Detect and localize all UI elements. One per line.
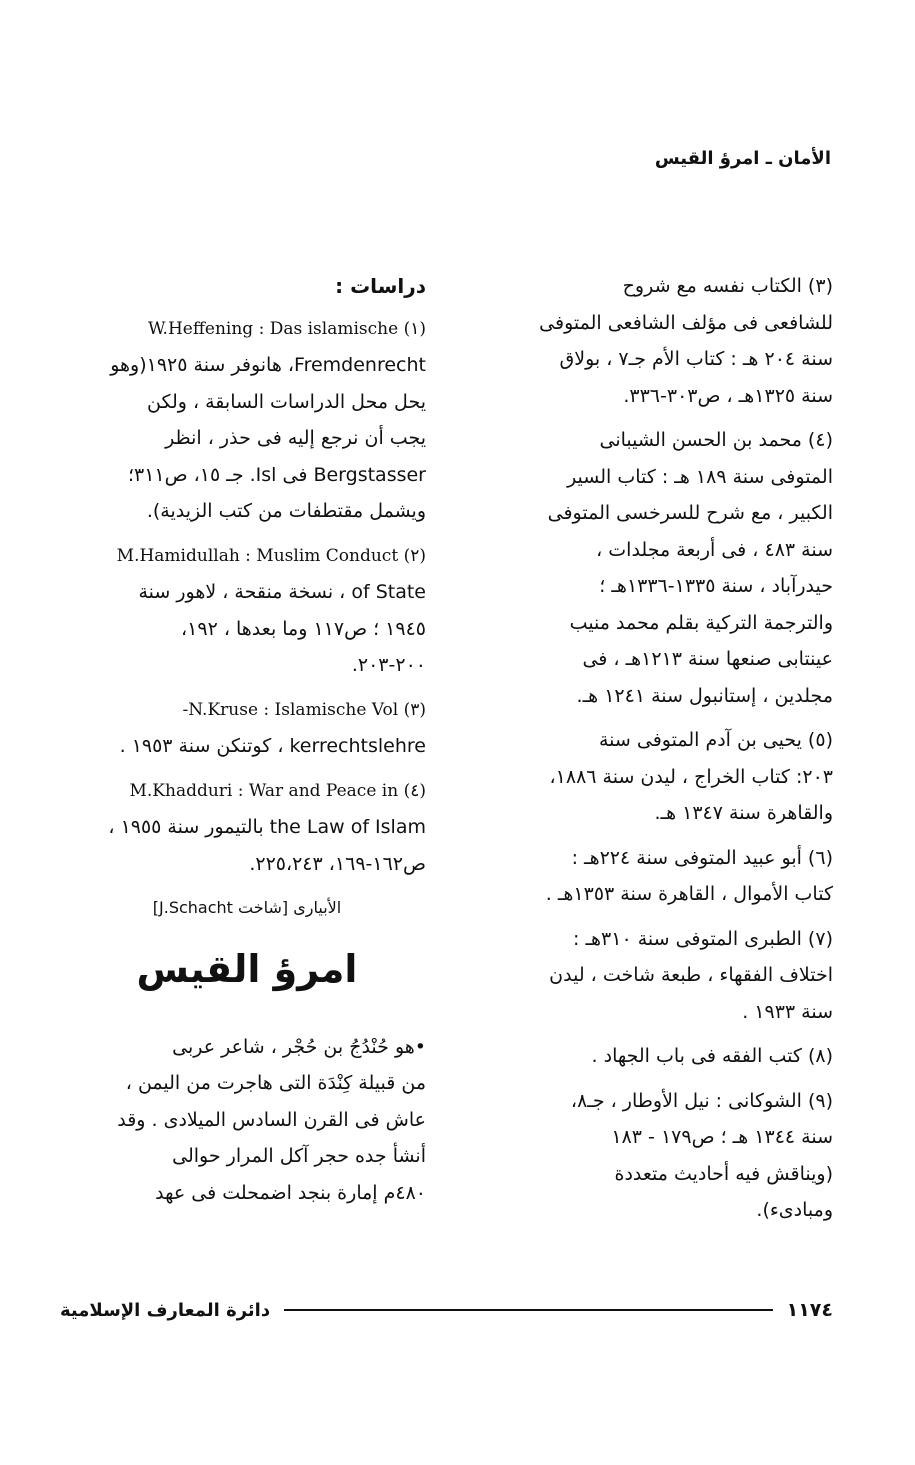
text-line: عينتابى صنعها سنة ١٢١٣هـ ، فى <box>582 648 833 670</box>
note-7 <box>467 921 833 1031</box>
text-line: للشافعى فى مؤلف الشافعى المتوفى <box>539 311 833 334</box>
studies-heading: دراسات : <box>335 274 426 298</box>
study-4 <box>68 773 426 883</box>
text-line: سنة ١٣٤٤ هـ ؛ ص١٧٩ - ١٨٣ <box>611 1126 833 1148</box>
encyclopedia-name: دائرة المعارف الإسلامية <box>60 1299 271 1321</box>
study-1 <box>68 311 426 530</box>
text-line: والقاهرة سنة ١٣٤٧ هـ. <box>654 802 833 824</box>
page-number: ١١٧٤ <box>786 1299 833 1321</box>
text-line: سنة ٤٨٣ ، فى أربعة مجلدات ، <box>596 538 833 561</box>
text-line: اختلاف الفقهاء ، طبعة شاخت ، ليدن <box>549 964 833 986</box>
text-line: أنشأ جده حجر آكل المرار حوالى <box>172 1145 426 1167</box>
note-8 <box>467 1038 833 1075</box>
text-line: (ويناقش فيه أحاديث متعددة <box>614 1162 833 1185</box>
text-line: ٤٨٠م إمارة بنجد اضمحلت فى عهد <box>155 1181 426 1204</box>
study-2 <box>68 538 426 684</box>
text-line: كتاب الأموال ، القاهرة سنة ١٣٥٣هـ . <box>545 883 833 905</box>
text-line: kerrechtslehre ، كوتنكن سنة ١٩٥٣ . <box>119 735 426 757</box>
text-line: (٣) الكتاب نفسه مع شروح <box>622 275 833 297</box>
text-line: سنة ١٣٢٥هـ ، ص٣٠٣-٣٣٦. <box>623 384 833 407</box>
running-header: الأمان ـ امرؤ القيس <box>654 148 831 169</box>
author-attribution: الأبيارى [شاخت J.Schacht] <box>152 898 342 917</box>
article-body <box>68 1029 426 1212</box>
page-footer <box>60 1295 833 1325</box>
text-line: of State ، نسخة منقحة ، لاهور سنة <box>138 581 426 603</box>
note-6 <box>467 840 833 913</box>
note-9 <box>467 1083 833 1229</box>
text-line: حيدرآباد ، سنة ١٣٣٥-١٣٣٦هـ ؛ <box>599 575 833 597</box>
text-line: والترجمة التركية بقلم محمد منيب <box>569 611 833 634</box>
text-line: (٩) الشوكانى : نيل الأوطار ، جـ٨، <box>570 1089 833 1112</box>
note-5 <box>467 722 833 832</box>
left-column <box>68 268 426 1219</box>
text-line: (٦) أبو عبيد المتوفى سنة ٢٢٤هـ : <box>571 846 833 869</box>
text-line: ص١٦٢-١٦٩، ٢٢٥،٢٤٣. <box>249 852 426 875</box>
text-line: •هو حُنْدُجُ بن حُجْر ، شاعر عربى <box>172 1035 426 1058</box>
note-3 <box>467 268 833 414</box>
text-line: (٥) يحيى بن آدم المتوفى سنة <box>599 729 833 751</box>
text-line: المتوفى سنة ١٨٩ هـ : كتاب السير <box>567 465 833 488</box>
text-line: the Law of Islam بالتيمور سنة ١٩٥٥ ، <box>108 816 426 838</box>
text-line: Fremdenrecht، هانوفر سنة ١٩٢٥(وهو <box>110 354 426 376</box>
text-line: (١) W.Heffening : Das islamische <box>148 318 426 339</box>
text-line: مجلدين ، إستانبول سنة ١٢٤١ هـ. <box>576 684 833 707</box>
text-line: ٢٠٠-٢٠٣. <box>351 654 426 676</box>
text-line: Bergstasser فى Isl. جـ ١٥، ص٣١١؛ <box>127 463 426 486</box>
study-3 <box>68 692 426 765</box>
text-line: (٧) الطبرى المتوفى سنة ٣١٠هـ : <box>573 927 833 950</box>
text-line: ويشمل مقتطفات من كتب الزيدية). <box>146 500 426 522</box>
text-line: من قبيلة كِنْدَة التى هاجرت من اليمن ، <box>125 1072 426 1094</box>
right-column <box>467 268 833 1237</box>
note-4 <box>467 422 833 714</box>
text-line: يجب أن نرجع إليه فى حذر ، انظر <box>165 427 426 449</box>
text-line: (٣) N.Kruse : Islamische Vol- <box>182 699 426 720</box>
footer-rule <box>284 1309 773 1311</box>
text-line: (٨) كتب الفقه فى باب الجهاد . <box>591 1045 833 1067</box>
text-line: يحل محل الدراسات السابقة ، ولكن <box>146 390 426 413</box>
text-line: (٤) M.Khadduri : War and Peace in <box>129 780 426 801</box>
text-line: ومبادىء). <box>756 1199 833 1221</box>
article-title: امرؤ القيس <box>136 946 358 991</box>
text-line: سنة ١٩٣٣ . <box>742 1000 833 1023</box>
text-line: (٢) M.Hamidullah : Muslim Conduct <box>116 545 426 566</box>
text-line: الكبير ، مع شرح للسرخسى المتوفى <box>547 502 833 524</box>
text-line: ١٩٤٥ ؛ ص١١٧ وما بعدها ، ١٩٢، <box>181 617 426 640</box>
text-line: ٢٠٣: كتاب الخراج ، ليدن سنة ١٨٨٦، <box>549 765 833 788</box>
text-line: (٤) محمد بن الحسن الشيبانى <box>599 429 833 451</box>
text-line: عاش فى القرن السادس الميلادى . وقد <box>117 1108 426 1131</box>
text-line: سنة ٢٠٤ هـ : كتاب الأم جـ٧ ، بولاق <box>559 348 833 370</box>
